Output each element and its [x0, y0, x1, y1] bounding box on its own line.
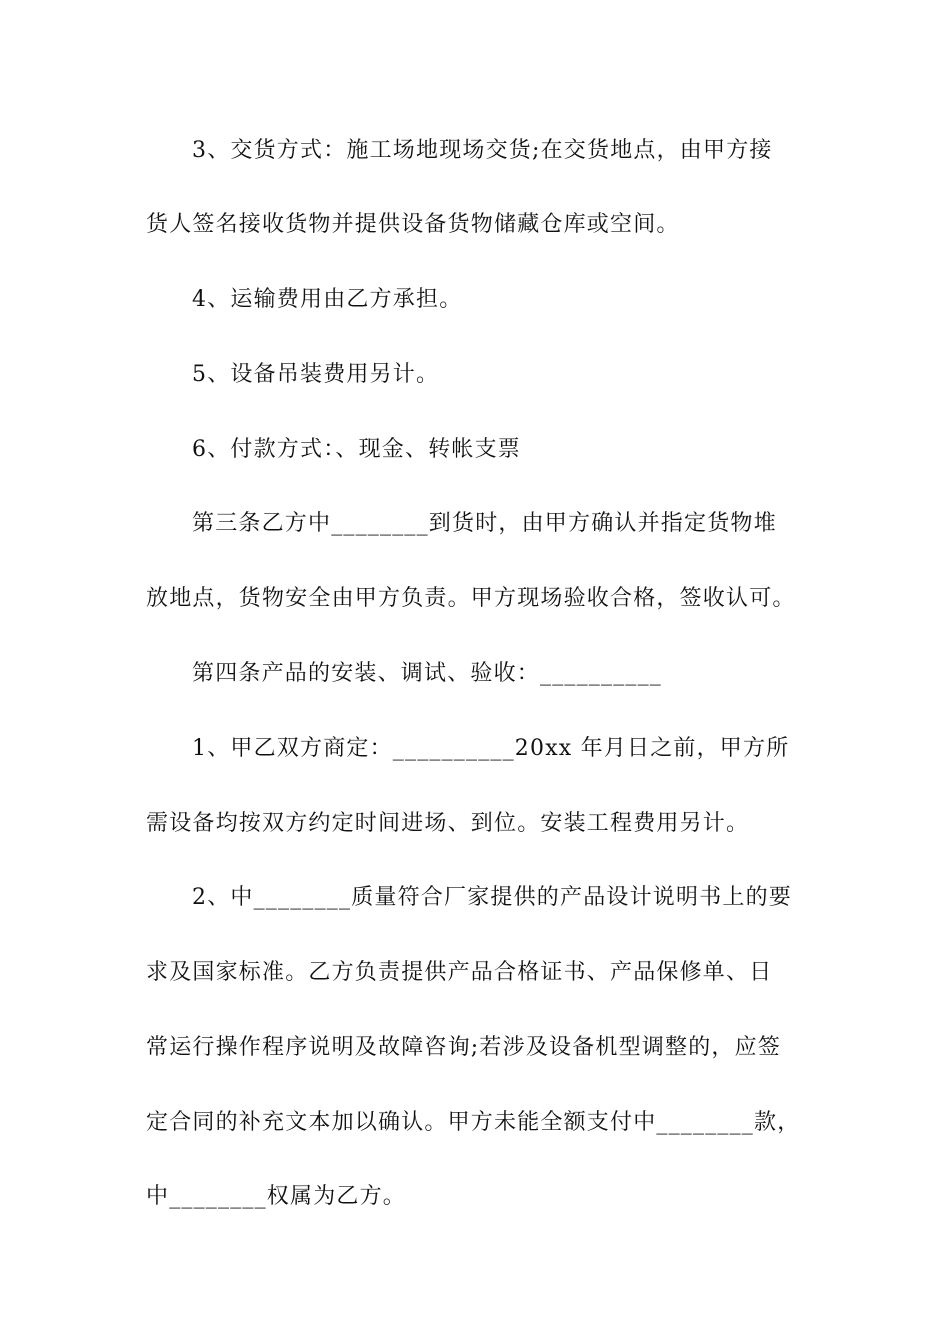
paragraph-line: 需设备均按双方约定时间进场、到位。安装工程费用另计。 — [146, 811, 750, 836]
paragraph-line: 3、交货方式：施工场地现场交货;在交货地点，由甲方接 — [192, 138, 773, 163]
paragraph-line: 2、中________质量符合厂家提供的产品设计说明书上的要 — [192, 885, 792, 910]
paragraph-line: 第三条乙方中________到货时，由甲方确认并指定货物堆 — [192, 511, 777, 536]
paragraph-line: 求及国家标准。乙方负责提供产品合格证书、产品保修单、日 — [146, 960, 773, 985]
paragraph-line: 4、运输费用由乙方承担。 — [192, 287, 463, 312]
paragraph-line: 常运行操作程序说明及故障咨询;若涉及设备机型调整的，应签 — [146, 1035, 782, 1060]
paragraph-line: 中________权属为乙方。 — [146, 1184, 407, 1209]
paragraph-line: 1、甲乙双方商定：__________20xx 年月日之前，甲方所 — [192, 736, 790, 761]
paragraph-line: 5、设备吊装费用另计。 — [192, 362, 440, 387]
paragraph-line: 6、付款方式：、现金、转帐支票 — [192, 437, 521, 462]
paragraph-line: 放地点，货物安全由甲方负责。甲方现场验收合格，签收认可。 — [146, 586, 796, 611]
paragraph-line: 定合同的补充文本加以确认。甲方未能全额支付中________款， — [146, 1110, 801, 1135]
paragraph-line: 第四条产品的安装、调试、验收：__________ — [192, 661, 663, 686]
paragraph-line: 货人签名接收货物并提供设备货物储藏仓库或空间。 — [146, 212, 680, 237]
